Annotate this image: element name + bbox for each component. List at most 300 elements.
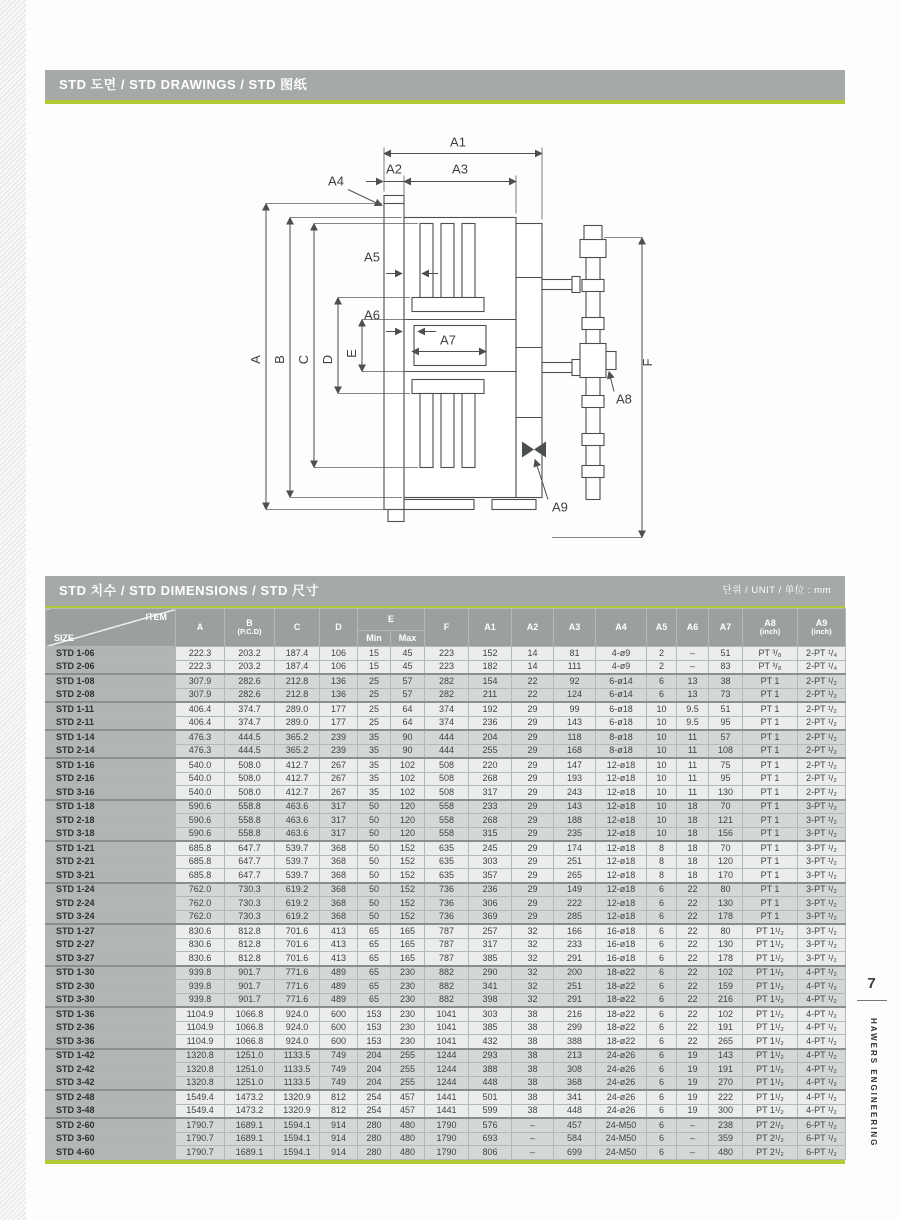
dimension-cell: 143 — [709, 1049, 743, 1063]
dimension-cell: 8 — [647, 841, 677, 855]
dimension-cell: 924.0 — [275, 1021, 320, 1035]
dimension-cell: 95 — [709, 716, 743, 730]
dimension-cell: 51 — [709, 702, 743, 716]
dimension-cell: 619.2 — [275, 897, 320, 911]
dimension-cell: 830.6 — [176, 952, 225, 966]
dimension-cell: 413 — [320, 938, 358, 952]
dimension-cell: 203.2 — [225, 647, 275, 661]
dimension-cell: 812.8 — [225, 952, 275, 966]
col-header-d: D — [320, 609, 358, 647]
dimension-cell: 222.3 — [176, 647, 225, 661]
dimension-cell: 38 — [512, 1076, 554, 1090]
row-size-label: STD 2-24 — [46, 897, 176, 911]
dimension-cell: 143 — [554, 716, 596, 730]
row-size-label: STD 2-60 — [46, 1118, 176, 1132]
dimension-cell: 204 — [469, 730, 512, 744]
dimension-cell: 771.6 — [275, 966, 320, 980]
dimension-cell: 476.3 — [176, 744, 225, 758]
dimension-cell: 16-ø18 — [596, 938, 647, 952]
dimension-cell: 147 — [554, 758, 596, 772]
dimension-cell: 50 — [358, 814, 391, 828]
dimension-cell: 165 — [391, 952, 425, 966]
dimension-cell: 182 — [469, 660, 512, 674]
dimension-cell: 9.5 — [677, 702, 709, 716]
col-header-a5: A5 — [647, 609, 677, 647]
dimension-cell: 166 — [554, 924, 596, 938]
dimension-cell: 29 — [512, 855, 554, 869]
col-header-a8-sub: (inch) — [759, 627, 781, 637]
dimension-cell: 1473.2 — [225, 1090, 275, 1104]
dimension-cell: 489 — [320, 966, 358, 980]
dimension-cell: 6 — [647, 1132, 677, 1146]
dimension-cell: 136 — [320, 688, 358, 702]
dimension-cell: 35 — [358, 772, 391, 786]
dimension-cell: 18 — [677, 869, 709, 883]
dimension-cell: 152 — [391, 897, 425, 911]
dimension-cell: – — [512, 1146, 554, 1160]
dimension-cell: 10 — [647, 827, 677, 841]
dimension-cell: 388 — [554, 1035, 596, 1049]
dimension-cell: 38 — [512, 1090, 554, 1104]
dimension-cell: 12-ø18 — [596, 827, 647, 841]
dimension-cell: 22 — [512, 674, 554, 688]
dimension-cell: 13 — [677, 688, 709, 702]
dimension-cell: 50 — [358, 841, 391, 855]
dimension-cell: PT 1 — [743, 786, 798, 800]
dimension-cell: 120 — [391, 814, 425, 828]
table-row — [46, 814, 846, 828]
dimension-cell: PT 2¹/₂ — [743, 1146, 798, 1160]
col-header-a3: A3 — [554, 609, 596, 647]
dimension-cell: 368 — [320, 883, 358, 897]
dimension-cell: 812 — [320, 1104, 358, 1118]
dimension-cell: 2-PT ¹/₂ — [798, 758, 846, 772]
dimension-cell: 508 — [425, 758, 469, 772]
col-header-b-sub: (P.C.D) — [237, 627, 262, 637]
dimension-cell: 685.8 — [176, 841, 225, 855]
dimension-cell: 457 — [391, 1090, 425, 1104]
dimension-cell: 1244 — [425, 1076, 469, 1090]
dimension-cell: 3-PT ¹/₂ — [798, 855, 846, 869]
dimension-cell: 24-M50 — [596, 1118, 647, 1132]
dimension-cell: 111 — [554, 660, 596, 674]
dimension-cell: PT 1¹/₂ — [743, 1049, 798, 1063]
dimension-cell: 24-ø26 — [596, 1090, 647, 1104]
dimension-cell: PT 1¹/₂ — [743, 980, 798, 994]
dimension-cell: 806 — [469, 1146, 512, 1160]
dimension-cell: 130 — [709, 786, 743, 800]
table-row — [46, 924, 846, 938]
dimension-cell: 365.2 — [275, 730, 320, 744]
dimension-cell: 255 — [391, 1063, 425, 1077]
dimension-cell: 233 — [469, 800, 512, 814]
dimension-cell: 152 — [391, 910, 425, 924]
row-size-label: STD 1-27 — [46, 924, 176, 938]
dimension-cell: 255 — [469, 744, 512, 758]
dimension-cell: 6 — [647, 1076, 677, 1090]
dimension-cell: 590.6 — [176, 800, 225, 814]
dimension-cell: 65 — [358, 980, 391, 994]
dimension-cell: 368 — [320, 855, 358, 869]
dimension-cell: 590.6 — [176, 827, 225, 841]
dim-label-c: C — [296, 354, 311, 365]
dimension-cell: 882 — [425, 966, 469, 980]
dimension-cell: 359 — [709, 1132, 743, 1146]
dimension-cell: 38 — [512, 1007, 554, 1021]
dimension-cell: 45 — [391, 660, 425, 674]
dimension-cell: 3-PT ¹/₂ — [798, 800, 846, 814]
dimension-cell: 235 — [554, 827, 596, 841]
dimension-cell: 25 — [358, 688, 391, 702]
dimension-cell: 11 — [677, 786, 709, 800]
row-size-label: STD 1-14 — [46, 730, 176, 744]
dimension-cell: 4-PT ¹/₂ — [798, 1104, 846, 1118]
dimension-cell: 1441 — [425, 1104, 469, 1118]
dimension-cell: PT 1¹/₂ — [743, 993, 798, 1007]
dimension-cell: 120 — [391, 827, 425, 841]
dimension-cell: 32 — [512, 993, 554, 1007]
dimension-cell: 787 — [425, 938, 469, 952]
dimension-cell: 187.4 — [275, 660, 320, 674]
dimension-cell: 95 — [709, 772, 743, 786]
dimension-cell: 106 — [320, 660, 358, 674]
dimension-cell: 211 — [469, 688, 512, 702]
dimension-cell: 2-PT ¹/₂ — [798, 744, 846, 758]
dimension-cell: 1689.1 — [225, 1118, 275, 1132]
dimension-cell: 307.9 — [176, 674, 225, 688]
dimension-cell: 635 — [425, 869, 469, 883]
dimension-cell: 204 — [358, 1076, 391, 1090]
dimension-cell: 22 — [677, 993, 709, 1007]
table-row — [46, 841, 846, 855]
dimension-cell: 24-ø26 — [596, 1104, 647, 1118]
dimension-cell: 368 — [320, 869, 358, 883]
dimension-cell: 398 — [469, 993, 512, 1007]
dimension-cell: 647.7 — [225, 855, 275, 869]
dimension-cell: 223 — [425, 647, 469, 661]
dimension-cell: 268 — [469, 772, 512, 786]
dimension-cell: 233 — [554, 938, 596, 952]
unit-label: 단위 / UNIT / 单位 : mm — [722, 585, 831, 596]
dimension-cell: 230 — [391, 1035, 425, 1049]
row-size-label: STD 1-18 — [46, 800, 176, 814]
dimension-cell: 29 — [512, 814, 554, 828]
dimension-cell: 508.0 — [225, 786, 275, 800]
dimension-cell: 70 — [709, 841, 743, 855]
drawings-title-text: STD 도면 / STD DRAWINGS / STD 图纸 — [59, 77, 308, 92]
dimension-cell: 368 — [320, 897, 358, 911]
table-row — [46, 1063, 846, 1077]
row-size-label: STD 3-60 — [46, 1132, 176, 1146]
dimension-cell: PT 1 — [743, 910, 798, 924]
chuck-body — [384, 196, 616, 522]
row-size-label: STD 3-24 — [46, 910, 176, 924]
dimension-cell: 152 — [391, 841, 425, 855]
dimension-cell: 32 — [512, 938, 554, 952]
dimension-cell: 539.7 — [275, 869, 320, 883]
dimension-cell: 2-PT ¹/₂ — [798, 702, 846, 716]
dimension-cell: 216 — [554, 1007, 596, 1021]
dimension-cell: 12-ø18 — [596, 772, 647, 786]
dimension-cell: 4-PT ¹/₂ — [798, 1076, 846, 1090]
table-row — [46, 744, 846, 758]
dimension-cell: 341 — [469, 980, 512, 994]
dimension-cell: 619.2 — [275, 883, 320, 897]
dimension-cell: 282.6 — [225, 674, 275, 688]
dimension-cell: PT 1 — [743, 674, 798, 688]
dim-label-e: E — [344, 349, 359, 358]
dimension-cell: 463.6 — [275, 814, 320, 828]
dimension-cell: 50 — [358, 883, 391, 897]
dimension-cell: 29 — [512, 744, 554, 758]
dimension-cell: 882 — [425, 993, 469, 1007]
dimension-cell: 1790.7 — [176, 1146, 225, 1160]
dim-label-a9: A9 — [552, 499, 568, 515]
dimension-cell: 24-ø26 — [596, 1049, 647, 1063]
dimension-cell: 29 — [512, 730, 554, 744]
dimension-cell: 6 — [647, 883, 677, 897]
dimension-cell: 307.9 — [176, 688, 225, 702]
table-row — [46, 786, 846, 800]
col-header-a: A — [176, 609, 225, 647]
dimension-cell: 736 — [425, 897, 469, 911]
dimension-cell: 432 — [469, 1035, 512, 1049]
dimension-cell: 230 — [391, 1021, 425, 1035]
dimension-cell: 18-ø22 — [596, 966, 647, 980]
dimension-cell: 130 — [709, 897, 743, 911]
dimension-cell: 600 — [320, 1035, 358, 1049]
dimension-cell: 1104.9 — [176, 1035, 225, 1049]
dimension-cell: 18-ø22 — [596, 993, 647, 1007]
dimension-cell: 50 — [358, 855, 391, 869]
dimension-cell: 480 — [391, 1146, 425, 1160]
dimension-cell: 254 — [358, 1090, 391, 1104]
dimension-cell: 83 — [709, 660, 743, 674]
col-header-a1: A1 — [469, 609, 512, 647]
dimension-cell: 38 — [512, 1104, 554, 1118]
dimension-cell: 13 — [677, 674, 709, 688]
dimension-cell: 701.6 — [275, 924, 320, 938]
dimension-cell: 6 — [647, 1049, 677, 1063]
dimension-cell: 19 — [677, 1063, 709, 1077]
dimension-cell: 267 — [320, 772, 358, 786]
dimension-cell: 18 — [677, 841, 709, 855]
dimension-cell: 64 — [391, 702, 425, 716]
dimension-cell: 508.0 — [225, 772, 275, 786]
dimension-cell: – — [512, 1132, 554, 1146]
dimension-cell: 489 — [320, 993, 358, 1007]
dimension-cell: 11 — [677, 772, 709, 786]
dimension-cell: 6 — [647, 1021, 677, 1035]
dimension-cell: 1133.5 — [275, 1063, 320, 1077]
dimension-cell: 1320.8 — [176, 1063, 225, 1077]
dimension-cell: 3-PT ¹/₂ — [798, 910, 846, 924]
dimension-cell: 12-ø18 — [596, 910, 647, 924]
dimension-cell: 25 — [358, 716, 391, 730]
dimension-cell: 293 — [469, 1049, 512, 1063]
dimension-table-body — [46, 647, 846, 1160]
row-size-label: STD 2-36 — [46, 1021, 176, 1035]
dimension-cell: 406.4 — [176, 702, 225, 716]
dimension-cell: 647.7 — [225, 841, 275, 855]
dimension-cell: 8 — [647, 869, 677, 883]
table-row — [46, 1146, 846, 1160]
dimension-cell: 243 — [554, 786, 596, 800]
dimension-cell: 457 — [391, 1104, 425, 1118]
dimension-cell: 480 — [391, 1118, 425, 1132]
dimension-cell: 143 — [554, 800, 596, 814]
dimension-cell: 762.0 — [176, 883, 225, 897]
corner-size-label: SIZE — [54, 632, 75, 643]
dimension-cell: 152 — [391, 869, 425, 883]
dimension-cell: 29 — [512, 869, 554, 883]
row-size-label: STD 2-14 — [46, 744, 176, 758]
dimension-cell: 289.0 — [275, 702, 320, 716]
dimension-cell: 413 — [320, 952, 358, 966]
dimension-cell: 220 — [469, 758, 512, 772]
dimension-cell: 230 — [391, 993, 425, 1007]
dimension-cell: 239 — [320, 744, 358, 758]
dimension-cell: 6-ø18 — [596, 716, 647, 730]
table-row — [46, 1049, 846, 1063]
dimension-cell: 255 — [391, 1076, 425, 1090]
dimension-cell: 22 — [677, 1035, 709, 1049]
dimension-cell: 1549.4 — [176, 1104, 225, 1118]
dimension-cell: PT 1¹/₂ — [743, 1076, 798, 1090]
dimension-cell: 29 — [512, 910, 554, 924]
dimension-cell: 685.8 — [176, 855, 225, 869]
dimension-cell: 306 — [469, 897, 512, 911]
dimension-cell: 444.5 — [225, 744, 275, 758]
dimension-cell: 2 — [647, 660, 677, 674]
dimension-cell: 2-PT ¹/₂ — [798, 716, 846, 730]
col-header-b — [225, 609, 275, 647]
dimension-cell: 6 — [647, 897, 677, 911]
dimension-cell: 914 — [320, 1146, 358, 1160]
dim-label-a2: A2 — [386, 161, 402, 177]
dimension-cell: PT 1¹/₂ — [743, 1035, 798, 1049]
dimension-cell: 32 — [512, 966, 554, 980]
dimension-cell: 12-ø18 — [596, 897, 647, 911]
row-size-label: STD 2-16 — [46, 772, 176, 786]
dimension-cell: 539.7 — [275, 841, 320, 855]
dim-label-a1: A1 — [450, 134, 466, 150]
dimension-cell: 191 — [709, 1021, 743, 1035]
dimension-cell: 251 — [554, 980, 596, 994]
dimension-cell: 18-ø22 — [596, 1035, 647, 1049]
dimension-cell: 1689.1 — [225, 1132, 275, 1146]
dimension-cell: PT 1 — [743, 883, 798, 897]
dimension-cell: 22 — [677, 910, 709, 924]
dimension-cell: 236 — [469, 716, 512, 730]
dimension-cell: 444.5 — [225, 730, 275, 744]
dimension-cell: 57 — [391, 688, 425, 702]
dimension-cell: 901.7 — [225, 980, 275, 994]
dimension-cell: 412.7 — [275, 758, 320, 772]
dimension-cell: 2-PT ¹/₂ — [798, 688, 846, 702]
dimension-cell: 15 — [358, 647, 391, 661]
row-size-label: STD 1-24 — [46, 883, 176, 897]
row-size-label: STD 4-60 — [46, 1146, 176, 1160]
dimension-cell: 18-ø22 — [596, 1007, 647, 1021]
dimension-cell: 1594.1 — [275, 1118, 320, 1132]
dimension-cell: 285 — [554, 910, 596, 924]
row-size-label: STD 1-42 — [46, 1049, 176, 1063]
dimension-cell: 730.3 — [225, 883, 275, 897]
row-size-label: STD 1-06 — [46, 647, 176, 661]
dimension-cell: 4-PT ¹/₂ — [798, 1007, 846, 1021]
dimension-cell: 213 — [554, 1049, 596, 1063]
dimension-cell: 203.2 — [225, 660, 275, 674]
dimension-cell: 282.6 — [225, 688, 275, 702]
dimension-cell: 1594.1 — [275, 1132, 320, 1146]
dimension-cell: 238 — [709, 1118, 743, 1132]
dimension-cell: 236 — [469, 883, 512, 897]
dimension-cell: 6 — [647, 674, 677, 688]
dimension-cell: 4-PT ¹/₂ — [798, 980, 846, 994]
dimension-cell: – — [677, 1132, 709, 1146]
col-header-a4: A4 — [596, 609, 647, 647]
dimension-cell: 914 — [320, 1118, 358, 1132]
dimension-cell: 1320.8 — [176, 1049, 225, 1063]
row-size-label: STD 1-16 — [46, 758, 176, 772]
col-header-a8-main: A8 — [764, 618, 776, 629]
dimension-cell: 558 — [425, 814, 469, 828]
dimension-cell: 6 — [647, 910, 677, 924]
dimension-cell: 149 — [554, 883, 596, 897]
dimension-cell: 32 — [512, 924, 554, 938]
dimension-cell: 188 — [554, 814, 596, 828]
dimension-cell: 1790 — [425, 1132, 469, 1146]
row-size-label: STD 1-08 — [46, 674, 176, 688]
dimension-cell: 65 — [358, 993, 391, 1007]
dimension-cell: 22 — [677, 1007, 709, 1021]
dimension-cell: 2-PT ¹/₄ — [798, 660, 846, 674]
dimension-cell: 291 — [554, 993, 596, 1007]
dimension-cell: 3-PT ¹/₂ — [798, 827, 846, 841]
dimension-cell: 50 — [358, 800, 391, 814]
table-row — [46, 1132, 846, 1146]
dimension-cell: 412.7 — [275, 786, 320, 800]
dimension-cell: 901.7 — [225, 966, 275, 980]
row-size-label: STD 2-08 — [46, 688, 176, 702]
dimension-cell: 24-ø26 — [596, 1076, 647, 1090]
dimension-cell: 590.6 — [176, 814, 225, 828]
dimension-cell: 1244 — [425, 1063, 469, 1077]
dimension-cell: 600 — [320, 1021, 358, 1035]
dimension-cell: 156 — [709, 827, 743, 841]
dimension-cell: 6-PT ¹/₂ — [798, 1146, 846, 1160]
dimension-cell: 193 — [554, 772, 596, 786]
dimension-cell: 385 — [469, 952, 512, 966]
dimension-cell: PT 1 — [743, 855, 798, 869]
row-size-label: STD 3-42 — [46, 1076, 176, 1090]
dimension-cell: – — [677, 660, 709, 674]
dimension-cell: PT 2¹/₂ — [743, 1132, 798, 1146]
dimension-cell: 22 — [677, 952, 709, 966]
dimension-cell: 300 — [709, 1104, 743, 1118]
dimension-cell: 3-PT ¹/₂ — [798, 814, 846, 828]
row-size-label: STD 2-27 — [46, 938, 176, 952]
dimension-cell: 6 — [647, 1090, 677, 1104]
dimension-cell: 177 — [320, 702, 358, 716]
dimension-cell: 374.7 — [225, 716, 275, 730]
dimension-cell: 32 — [512, 980, 554, 994]
std-drawing — [248, 126, 832, 574]
dimension-cell: PT ³/₈ — [743, 660, 798, 674]
dimension-cell: 14 — [512, 647, 554, 661]
dimension-cell: 2-PT ¹/₄ — [798, 647, 846, 661]
